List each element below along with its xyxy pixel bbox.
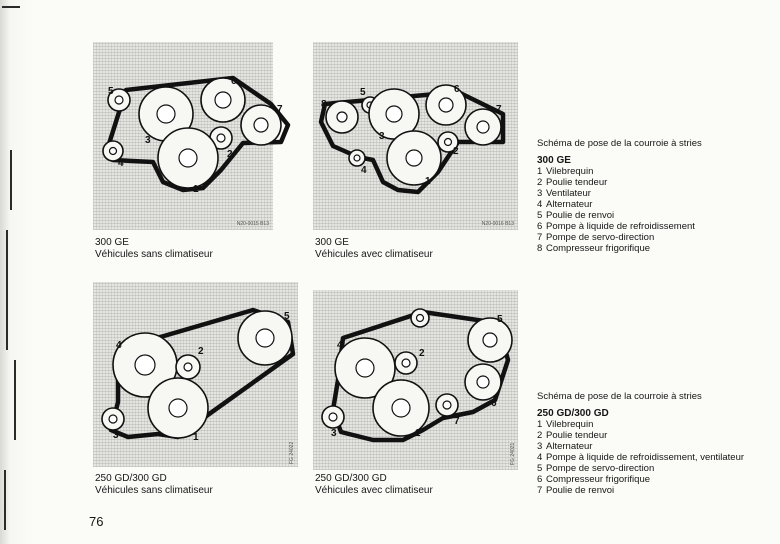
callout-2: 2	[227, 149, 233, 160]
caption-figure-1	[95, 237, 213, 261]
callout-6: 6	[491, 398, 497, 409]
callout-4: 4	[361, 165, 367, 176]
caption-model: 300 GE	[95, 237, 129, 248]
legend-model: 250 GD/300 GD	[537, 408, 609, 419]
caption-figure-3	[95, 473, 213, 497]
callout-2: 2	[453, 146, 459, 157]
caption-variant: Véhicules avec climatiseur	[315, 249, 433, 260]
page-binding-shadow	[0, 0, 34, 544]
caption-figure-4	[315, 473, 433, 497]
caption-figure-2	[315, 237, 433, 261]
callout-1: 1	[193, 184, 199, 195]
legend-item: 3 Ventilateur	[537, 188, 591, 199]
callout-labels	[313, 290, 518, 470]
caption-model: 300 GE	[315, 237, 349, 248]
legend-model: 300 GE	[537, 155, 571, 166]
callout-2: 2	[419, 348, 425, 359]
callout-1: 1	[425, 176, 431, 187]
legend-item: 2 Poulie tendeur	[537, 177, 608, 188]
callout-3: 3	[379, 131, 385, 142]
callout-3: 3	[145, 135, 151, 146]
figure-ref: FG 24022	[289, 441, 295, 464]
callout-5: 5	[108, 86, 114, 97]
callout-2: 2	[198, 346, 204, 357]
figure-ref: FG 24021	[510, 442, 516, 465]
legend-item: 4 Alternateur	[537, 199, 593, 210]
legend-item: 3 Alternateur	[537, 441, 593, 452]
caption-model: 250 GD/300 GD	[315, 473, 387, 484]
caption-model: 250 GD/300 GD	[95, 473, 167, 484]
legend-item: 7 Poulie de renvoi	[537, 485, 615, 496]
figure-300ge-sans-clim	[93, 42, 283, 230]
page-number: 76	[89, 514, 104, 529]
callout-7: 7	[277, 104, 283, 115]
callout-6: 6	[231, 76, 237, 87]
legend-300ge	[537, 138, 702, 254]
legend-item: 5 Poulie de renvoi	[537, 210, 615, 221]
legend-250gd-300gd	[537, 391, 744, 496]
callout-1: 1	[193, 432, 199, 443]
legend-item: 2 Poulie tendeur	[537, 430, 608, 441]
callout-7: 7	[454, 416, 460, 427]
legend-item: 4 Pompe à liquide de refroidissement, ventilateur	[537, 452, 745, 463]
figure-250gd-avec-clim	[313, 290, 518, 470]
legend-heading: Schéma de pose de la courroie à stries	[537, 391, 702, 402]
callout-8: 8	[321, 99, 327, 110]
callout-5: 5	[360, 87, 366, 98]
caption-variant: Véhicules sans climatiseur	[95, 485, 213, 496]
legend-heading: Schéma de pose de la courroie à stries	[537, 138, 702, 149]
figure-ref: N20-0016 B13	[481, 221, 514, 227]
caption-variant: Véhicules sans climatiseur	[95, 249, 213, 260]
legend-item: 6 Pompe à liquide de refroidissement	[537, 221, 695, 232]
legend-item: 1 Vilebrequin	[537, 166, 594, 177]
callout-3: 3	[113, 430, 119, 441]
callout-labels	[93, 282, 298, 467]
legend-item: 5 Pompe de servo-direction	[537, 463, 655, 474]
callout-4: 4	[116, 340, 122, 351]
legend-item: 8 Compresseur frigorifique	[537, 243, 651, 254]
callout-5: 5	[497, 314, 503, 325]
callout-labels	[313, 42, 518, 230]
callout-1: 1	[415, 428, 421, 439]
callout-7: 7	[496, 104, 502, 115]
figure-250gd-sans-clim	[93, 282, 298, 467]
callout-5: 5	[284, 311, 290, 322]
callout-3: 3	[331, 428, 337, 439]
legend-item: 7 Pompe de servo-direction	[537, 232, 655, 243]
figure-300ge-avec-clim	[313, 42, 518, 230]
callout-labels	[93, 42, 283, 230]
callout-4: 4	[337, 340, 343, 351]
callout-6: 6	[454, 84, 460, 95]
legend-item: 6 Compresseur frigorifique	[537, 474, 651, 485]
callout-4: 4	[118, 158, 124, 169]
caption-variant: Véhicules avec climatiseur	[315, 485, 433, 496]
legend-item: 1 Vilebrequin	[537, 419, 594, 430]
figure-ref: N20-0015 B13	[236, 221, 269, 227]
